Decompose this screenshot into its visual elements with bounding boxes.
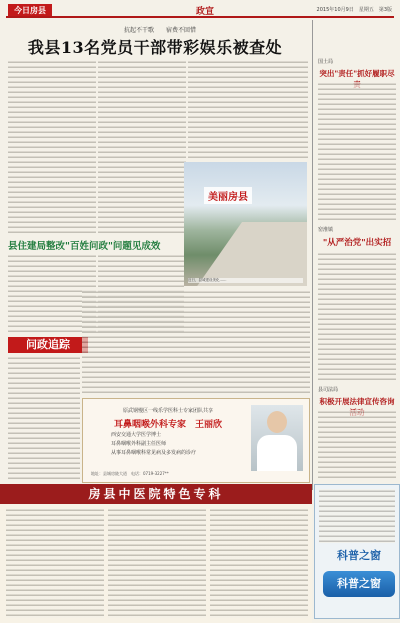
doctor-coat xyxy=(257,435,297,471)
hospital-ad-title: 房县中医院特色专科 xyxy=(0,484,312,504)
hospital-ad-col-2 xyxy=(108,508,206,618)
hospital-ad-col-1 xyxy=(6,508,104,618)
right-headline-2: "从严治党"出实招 xyxy=(322,238,392,248)
hospital-advertisement xyxy=(0,484,312,623)
ad-subtitle: 原武钢慢区一线乐学医科士专家团队共享 xyxy=(122,408,213,414)
ad-item: 耳鼻咽喉外科副主任医师 xyxy=(111,441,167,447)
right-section-label-3: 县司法局 xyxy=(318,387,339,393)
doctor-head xyxy=(267,411,287,433)
science-logo-badge: 科普之窗 xyxy=(323,571,395,597)
lead-body-col-1 xyxy=(8,60,96,235)
doctor-advertisement xyxy=(82,398,310,483)
street-photo xyxy=(184,162,307,286)
lead-body-col-3 xyxy=(188,60,308,158)
story3-body-col-2 xyxy=(82,290,310,394)
story3-body-col-1 xyxy=(8,356,80,480)
right-body-1 xyxy=(318,82,396,222)
photo-caption: 近日，县城建设美化…… xyxy=(188,278,303,283)
right-headline-1: 突出"责任"抓好履职尽 xyxy=(319,69,395,78)
hospital-ad-col-3 xyxy=(210,508,308,618)
science-logo-text: 科普之窗 xyxy=(337,549,381,562)
lead-headline: 我县13名党员干部带彩娱乐被查处 xyxy=(27,38,283,57)
column-tag: 问政追踪 xyxy=(8,337,88,353)
science-window-box xyxy=(314,484,400,619)
lead-kicker: 抗起不干歌 宿费不回惜 xyxy=(123,27,196,34)
photo-tag: 美丽房县 xyxy=(204,187,252,204)
section-title: 政宣 xyxy=(196,7,215,17)
right-body-3 xyxy=(318,410,396,480)
right-section-label-1: 国土局 xyxy=(318,59,334,65)
story2-headline: 县住建局整改"百姓问政"问题见成效 xyxy=(8,241,161,252)
science-body xyxy=(319,489,395,543)
ad-title: 耳鼻咽喉外科专家 王丽欣 xyxy=(113,420,222,430)
lead-body-col-2 xyxy=(98,60,186,235)
column-divider xyxy=(312,20,313,490)
masthead xyxy=(6,4,394,18)
newspaper-logo: 今日房县 xyxy=(8,4,52,16)
right-section-label-2: 窑淮镇 xyxy=(318,227,334,233)
right-headline-3: 积极开展法律宣传咨询 xyxy=(319,397,395,406)
doctor-portrait xyxy=(251,405,303,471)
issue-date: 2015年10月9日 星期五 第3版 xyxy=(316,7,392,13)
ad-item: 从事耳鼻咽喉科常见病及多发病的诊疗 xyxy=(111,450,197,456)
right-body-2 xyxy=(318,252,396,382)
ad-item: 西安交通大学医学博士 xyxy=(111,432,162,438)
ad-footer: 地址：县城房陵大道 电话：0719-3227** xyxy=(91,471,169,476)
road-shape xyxy=(186,222,307,286)
